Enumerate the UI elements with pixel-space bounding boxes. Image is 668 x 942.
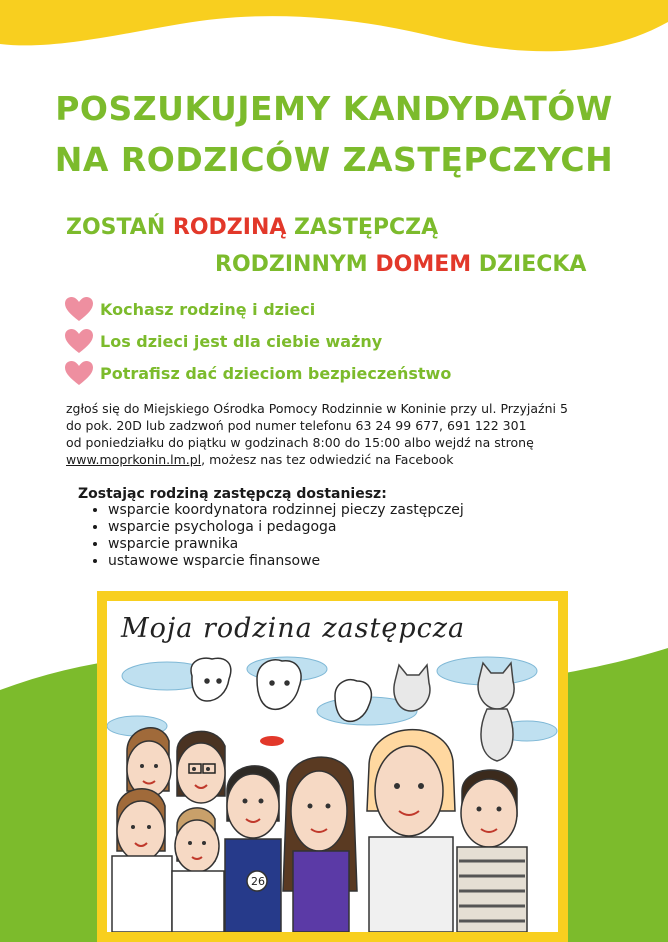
subtitle-part: DZIECKA [471,252,587,277]
benefits-section [78,486,464,570]
bullet-text: Los dzieci jest dla ciebie ważny [100,331,383,351]
contact-line: od poniedziałku do piątku w godzinach 8:00 do 15:00 albo wejdź na stronę [66,435,534,450]
contact-line [66,451,626,468]
drawing-illustration [107,601,558,932]
bullet-item [64,328,382,354]
contact-line: zgłoś się do Miejskiego Ośrodka Pomocy Rodzinnie w Koninie przy ul. Przyjaźni 5 [66,401,568,416]
drawing-title: Moja rodzina zastępcza [121,613,466,644]
top-yellow-wave [0,0,668,51]
subtitle-line-2 [215,252,586,277]
bullet-item [64,296,315,322]
benefits-heading: Zostając rodziną zastępczą dostaniesz: [78,486,387,502]
family-drawings [112,728,527,932]
subtitle-highlight: DOMEM [375,252,472,277]
main-title-line-2: NA RODZICÓW ZASTĘPCZYCH [54,140,614,179]
subtitle-part: RODZINNYM [215,252,376,277]
bullet-text: Potrafisz dać dzieciom bezpieczeństwo [100,363,452,383]
subtitle-line-1 [66,215,438,240]
drawing-frame [97,591,568,942]
website-link[interactable]: www.moprkonin.lm.pl [66,452,202,467]
benefits-list [78,502,464,570]
subtitle-part: ZASTĘPCZĄ [286,215,439,240]
benefit-item: • wsparcie koordynatora rodzinnej pieczy zastępczej [108,502,464,519]
contact-info [66,400,626,468]
dog-drawings [191,658,371,721]
heart-icon [64,328,94,354]
benefit-item: • wsparcie psychologa i pedagoga [108,519,464,536]
subtitle-highlight: RODZINĄ [172,215,287,240]
bullet-text: Kochasz rodzinę i dzieci [100,299,316,319]
contact-line: do pok. 20D lub zadzwoń pod numer telefonu 63 24 99 677, 691 122 301 [66,418,527,433]
bullet-item [64,360,451,386]
shirt-number: 26 [251,875,265,888]
benefit-item: • ustawowe wsparcie finansowe [108,553,464,570]
benefit-item: • wsparcie prawnika [108,536,464,553]
main-title-line-1: POSZUKUJEMY KANDYDATÓW [55,89,613,128]
heart-icon [64,360,94,386]
dog-collar [260,736,284,746]
contact-line-rest: , możesz nas tez odwiedzić na Facebook [201,452,454,467]
child-drawing [107,601,558,932]
heart-icon [64,296,94,322]
subtitle-part: ZOSTAŃ [66,215,173,240]
